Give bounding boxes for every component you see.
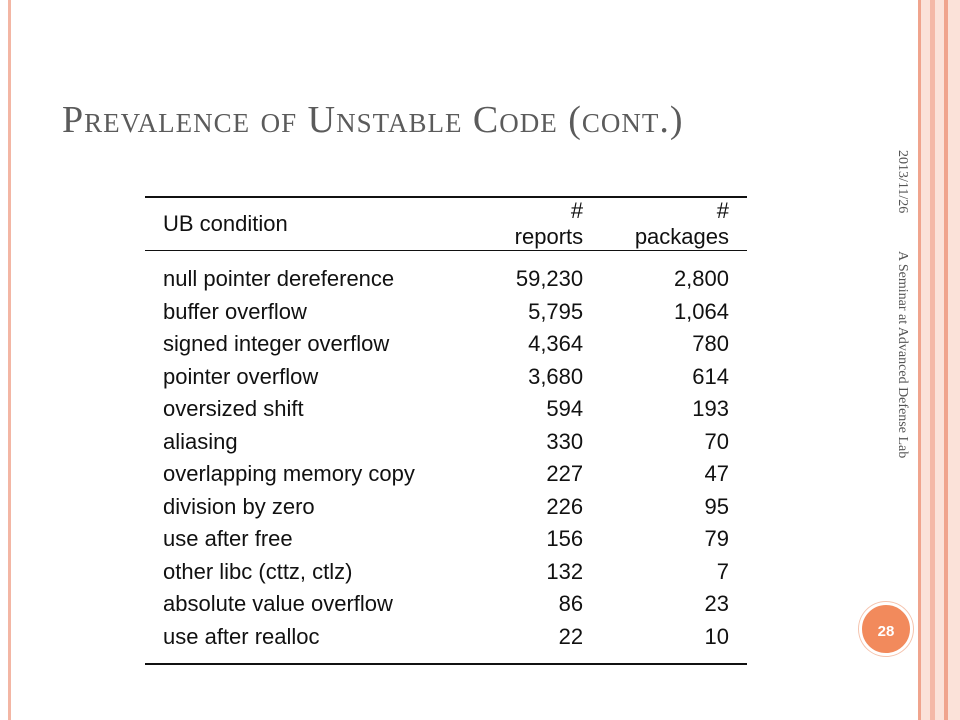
cell-packages: 7 <box>716 558 729 584</box>
cell-condition: buffer overflow <box>163 298 307 324</box>
cell-reports: 22 <box>558 623 584 649</box>
slide-date: 2013/11/26 <box>895 150 910 214</box>
cell-packages: 95 <box>704 493 729 519</box>
table-row <box>145 361 747 394</box>
table-row <box>145 393 747 426</box>
page-number-badge: 28 <box>859 602 913 656</box>
cell-packages: 193 <box>692 396 729 422</box>
cell-reports: 227 <box>546 461 584 487</box>
cell-condition: pointer overflow <box>163 363 319 389</box>
cell-condition: division by zero <box>163 493 315 519</box>
cell-packages: 780 <box>692 331 729 357</box>
cell-condition: use after realloc <box>163 623 320 649</box>
cell-condition: other libc (cttz, ctlz) <box>163 558 353 584</box>
table-row <box>145 491 747 524</box>
cell-packages: 614 <box>692 363 729 389</box>
cell-reports: 156 <box>546 526 584 552</box>
cell-reports: 86 <box>558 591 584 617</box>
slide-title: Prevalence of Unstable Code (cont.) <box>62 99 684 141</box>
table-row <box>145 328 747 361</box>
cell-reports: 3,680 <box>528 363 584 389</box>
cell-reports: 132 <box>546 558 584 584</box>
cell-condition: aliasing <box>163 428 238 454</box>
table-row <box>145 556 747 589</box>
cell-packages: 2,800 <box>673 266 729 292</box>
right-stripe <box>918 0 921 720</box>
table-row <box>145 458 747 491</box>
cell-reports: 226 <box>546 493 584 519</box>
cell-condition: absolute value overflow <box>163 591 393 617</box>
ub-table-container <box>145 196 747 665</box>
left-border-line <box>8 0 11 720</box>
table-row <box>145 296 747 329</box>
cell-reports: 330 <box>546 428 584 454</box>
cell-condition: overlapping memory copy <box>163 461 415 487</box>
right-decorative-panel <box>918 0 960 720</box>
cell-condition: null pointer dereference <box>163 266 395 292</box>
header-ub-condition: UB condition <box>145 197 481 251</box>
cell-packages: 70 <box>704 428 729 454</box>
table-row <box>145 621 747 665</box>
cell-packages: 23 <box>704 591 729 617</box>
table-header-row <box>145 197 747 251</box>
cell-condition: use after free <box>163 526 293 552</box>
cell-condition: oversized shift <box>163 396 304 422</box>
cell-reports: 5,795 <box>528 298 584 324</box>
cell-packages: 10 <box>704 623 729 649</box>
cell-reports: 594 <box>546 396 584 422</box>
slide-footer: A Seminar at Advanced Defense Lab <box>895 251 910 459</box>
header-reports: # reports <box>481 197 601 251</box>
cell-packages: 1,064 <box>673 298 729 324</box>
header-packages: # packages <box>601 197 747 251</box>
table-row <box>145 251 747 296</box>
table-row <box>145 523 747 556</box>
table-row <box>145 426 747 459</box>
right-stripe <box>930 0 935 720</box>
right-stripe <box>944 0 948 720</box>
cell-reports: 4,364 <box>528 331 584 357</box>
table-row <box>145 588 747 621</box>
cell-condition: signed integer overflow <box>163 331 390 357</box>
cell-packages: 47 <box>704 461 729 487</box>
cell-reports: 59,230 <box>515 266 584 292</box>
ub-table <box>145 196 747 665</box>
cell-packages: 79 <box>704 526 729 552</box>
